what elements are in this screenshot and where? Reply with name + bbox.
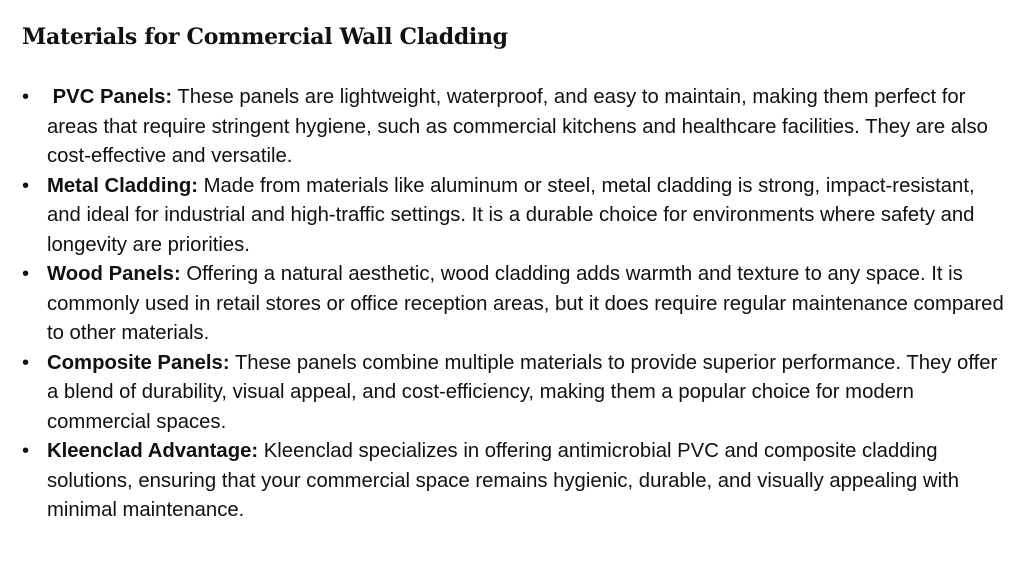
item-text: Kleenclad specializes in offering antimicrobial PVC and composite cladding solutions, ensuring that your commercial space remains hygienic, durable, and visually appealing with minimal maintenance.: [47, 440, 960, 521]
item-term: Kleenclad Advantage:: [47, 440, 259, 462]
bullet-icon: •: [22, 86, 30, 108]
bullet-item-pvc-panels: [22, 83, 1007, 172]
bullet-icon: •: [22, 351, 30, 374]
item-term: Metal Cladding:: [47, 174, 198, 197]
item-term: PVC Panels:: [52, 86, 173, 108]
item-text: Made from materials like aluminum or steel, metal cladding is strong, impact-resistant, and ideal for industrial and high-traffic settings. It is a durable choice for environments where safety and longevity are priorities.: [47, 174, 975, 256]
bullet-item-metal-cladding: [22, 172, 1007, 261]
bullet-icon: •: [22, 440, 30, 462]
item-text: These panels combine multiple materials to provide superior performance. They offer a blend of durability, visual appeal, and cost-efficiency, making them a popular choice for modern commercial spaces.: [47, 351, 998, 433]
bullet-item-wood-panels: [22, 260, 1007, 349]
bullet-list: [22, 83, 1007, 526]
item-term: Wood Panels:: [47, 263, 181, 285]
item-text: These panels are lightweight, waterproof, and easy to maintain, making them perfect for areas that require stringent hygiene, such as commercial kitchens and healthcare facilities. They are also cost-effective and versatile.: [47, 86, 988, 167]
item-text: Offering a natural aesthetic, wood cladding adds warmth and texture to any space. It is commonly used in retail stores or office reception areas, but it does require regular maintenance compared to other materials.: [47, 263, 1004, 344]
bullet-icon: •: [22, 174, 30, 197]
bullet-icon: •: [22, 263, 30, 285]
item-term: Composite Panels:: [47, 351, 230, 374]
bullet-item-kleenclad-advantage: [22, 437, 1007, 526]
bullet-item-composite-panels: [22, 349, 1007, 438]
slide-title: Materials for Commercial Wall Cladding: [22, 24, 508, 50]
